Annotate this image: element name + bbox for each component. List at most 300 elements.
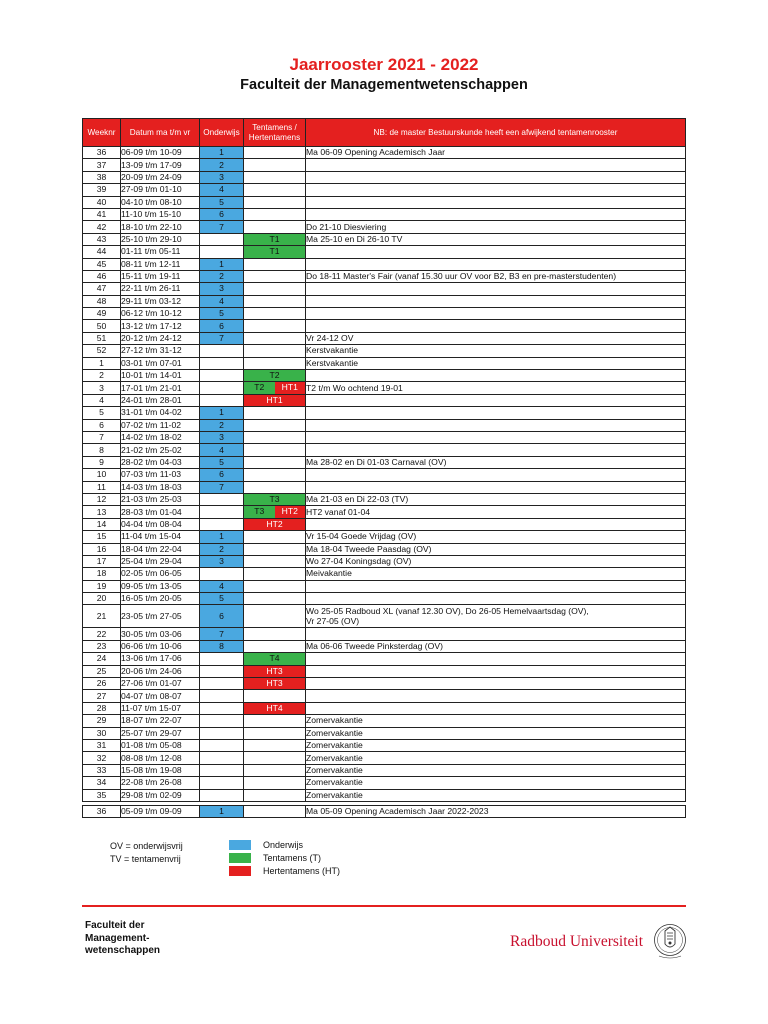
onderwijs-cell: 7 <box>200 481 244 493</box>
table-row <box>83 605 686 628</box>
date-range-cell: 07-03 t/m 11-03 <box>121 469 200 481</box>
date-range-cell: 14-02 t/m 18-02 <box>121 431 200 443</box>
onderwijs-cell: 2 <box>200 159 244 171</box>
onderwijs-cell: 6 <box>200 469 244 481</box>
table-row <box>83 345 686 357</box>
note-text: Vr 24-12 OV <box>306 333 354 344</box>
date-range-cell: 21-02 t/m 25-02 <box>121 444 200 456</box>
week-number-cell: 35 <box>83 789 121 801</box>
onderwijs-cell <box>200 727 244 739</box>
date-range-cell: 08-08 t/m 12-08 <box>121 752 200 764</box>
onderwijs-cell <box>200 715 244 727</box>
exam-block: T3 <box>244 494 305 505</box>
onderwijs-cell: 2 <box>200 543 244 555</box>
date-range-cell: 06-09 t/m 10-09 <box>121 147 200 159</box>
week-number-cell: 40 <box>83 196 121 208</box>
note-cell <box>306 593 686 605</box>
onderwijs-cell: 8 <box>200 640 244 652</box>
note-cell <box>306 555 686 567</box>
note-cell <box>306 308 686 320</box>
header-tentamens-line2: Hertentamens <box>248 132 301 142</box>
exam-block: T3 <box>244 506 275 517</box>
footer-faculty <box>85 920 205 958</box>
note-text: Zomervakantie <box>306 764 363 775</box>
tentamen-cell <box>244 221 306 233</box>
week-number-cell: 9 <box>83 456 121 468</box>
note-cell <box>306 382 686 394</box>
onderwijs-cell: 4 <box>200 184 244 196</box>
tentamen-cell <box>244 233 306 245</box>
date-range-cell: 01-08 t/m 05-08 <box>121 739 200 751</box>
footer-faculty-line: Management- <box>85 932 150 944</box>
date-range-cell: 11-04 t/m 15-04 <box>121 531 200 543</box>
date-range-cell: 28-02 t/m 04-03 <box>121 456 200 468</box>
note-cell <box>306 543 686 555</box>
onderwijs-cell: 5 <box>200 456 244 468</box>
note-cell <box>306 233 686 245</box>
table-row <box>83 518 686 530</box>
week-number-cell: 45 <box>83 258 121 270</box>
table-row <box>83 370 686 382</box>
note-cell <box>306 444 686 456</box>
onderwijs-cell: 3 <box>200 171 244 183</box>
week-number-cell: 22 <box>83 628 121 640</box>
note-cell <box>306 320 686 332</box>
week-number-cell: 5 <box>83 407 121 419</box>
week-number-cell: 49 <box>83 308 121 320</box>
tentamen-cell <box>244 147 306 159</box>
note-cell <box>306 739 686 751</box>
week-number-cell: 1 <box>83 357 121 369</box>
note-text: Ma 21-03 en Di 22-03 (TV) <box>306 494 409 505</box>
table-row <box>83 246 686 258</box>
note-text: Zomervakantie <box>306 777 363 788</box>
week-number-cell: 52 <box>83 345 121 357</box>
note-cell <box>306 665 686 677</box>
date-range-cell: 25-04 t/m 29-04 <box>121 555 200 567</box>
tentamen-cell <box>244 345 306 357</box>
legend-swatch-green <box>229 853 251 863</box>
date-range-cell: 06-06 t/m 10-06 <box>121 640 200 652</box>
date-range-cell: 22-11 t/m 26-11 <box>121 283 200 295</box>
onderwijs-cell: 1 <box>200 147 244 159</box>
tentamen-cell <box>244 159 306 171</box>
date-range-cell: 10-01 t/m 14-01 <box>121 370 200 382</box>
note-text: Do 18-11 Master's Fair (vanaf 15.30 uur OV voor B2, B3 en pre-masterstudenten) <box>306 271 617 282</box>
legend-swatch-red <box>229 866 251 876</box>
note-cell <box>306 171 686 183</box>
tentamen-cell <box>244 702 306 714</box>
tentamen-cell <box>244 270 306 282</box>
tentamen-cell <box>244 456 306 468</box>
date-range-cell: 24-01 t/m 28-01 <box>121 394 200 406</box>
note-cell <box>306 370 686 382</box>
exam-block: T1 <box>244 234 305 245</box>
tentamen-cell <box>244 283 306 295</box>
table-row <box>83 543 686 555</box>
tentamen-cell <box>244 431 306 443</box>
table-row <box>83 147 686 159</box>
date-range-cell: 11-07 t/m 15-07 <box>121 702 200 714</box>
tentamen-cell <box>244 258 306 270</box>
onderwijs-cell: 3 <box>200 555 244 567</box>
note-text: Zomervakantie <box>306 727 363 738</box>
onderwijs-cell <box>200 568 244 580</box>
tentamen-cell <box>244 580 306 592</box>
date-range-cell: 29-08 t/m 02-09 <box>121 789 200 801</box>
tentamen-cell <box>244 444 306 456</box>
onderwijs-cell: 2 <box>200 270 244 282</box>
onderwijs-cell <box>200 739 244 751</box>
date-range-cell: 27-12 t/m 31-12 <box>121 345 200 357</box>
week-number-cell: 28 <box>83 702 121 714</box>
week-number-cell: 32 <box>83 752 121 764</box>
onderwijs-cell <box>200 665 244 677</box>
tentamen-cell <box>244 531 306 543</box>
tentamen-blocks <box>244 703 305 714</box>
note-text: Ma 05-09 Opening Academisch Jaar 2022-2023 <box>306 806 489 817</box>
date-range-cell: 02-05 t/m 06-05 <box>121 568 200 580</box>
onderwijs-cell: 1 <box>200 258 244 270</box>
table-row <box>83 764 686 776</box>
exam-block: T2 <box>244 382 275 393</box>
table-row <box>83 419 686 431</box>
note-cell <box>306 270 686 282</box>
onderwijs-cell: 2 <box>200 419 244 431</box>
week-number-cell: 14 <box>83 518 121 530</box>
table-row <box>83 308 686 320</box>
table-row <box>83 382 686 394</box>
table-row <box>83 690 686 702</box>
tentamen-cell <box>244 246 306 258</box>
table-row <box>83 777 686 789</box>
onderwijs-cell <box>200 752 244 764</box>
onderwijs-cell <box>200 506 244 518</box>
date-range-cell: 14-03 t/m 18-03 <box>121 481 200 493</box>
week-number-cell: 7 <box>83 431 121 443</box>
table-row <box>83 805 686 817</box>
note-text: T2 t/m Wo ochtend 19-01 <box>306 382 403 393</box>
date-range-cell: 13-09 t/m 17-09 <box>121 159 200 171</box>
tentamen-cell <box>244 419 306 431</box>
note-cell <box>306 196 686 208</box>
schedule-body <box>83 147 686 818</box>
note-cell <box>306 506 686 518</box>
note-cell <box>306 258 686 270</box>
tentamen-cell <box>244 805 306 817</box>
tentamen-cell <box>244 506 306 518</box>
week-number-cell: 50 <box>83 320 121 332</box>
onderwijs-cell: 7 <box>200 332 244 344</box>
tentamen-cell <box>244 739 306 751</box>
table-row <box>83 196 686 208</box>
date-range-cell: 29-11 t/m 03-12 <box>121 295 200 307</box>
week-number-cell: 13 <box>83 506 121 518</box>
table-row <box>83 407 686 419</box>
table-row <box>83 320 686 332</box>
week-number-cell: 25 <box>83 665 121 677</box>
tentamen-cell <box>244 543 306 555</box>
note-cell <box>306 431 686 443</box>
table-row <box>83 357 686 369</box>
date-range-cell: 30-05 t/m 03-06 <box>121 628 200 640</box>
header-tentamens <box>244 119 306 147</box>
table-row <box>83 568 686 580</box>
date-range-cell: 28-03 t/m 01-04 <box>121 506 200 518</box>
date-range-cell: 21-03 t/m 25-03 <box>121 493 200 505</box>
table-row <box>83 184 686 196</box>
tentamen-cell <box>244 332 306 344</box>
date-range-cell: 16-05 t/m 20-05 <box>121 593 200 605</box>
week-number-cell: 18 <box>83 568 121 580</box>
onderwijs-cell <box>200 493 244 505</box>
date-range-cell: 15-08 t/m 19-08 <box>121 764 200 776</box>
onderwijs-cell <box>200 246 244 258</box>
table-row <box>83 506 686 518</box>
table-row <box>83 653 686 665</box>
footer-divider <box>82 905 686 907</box>
tentamen-cell <box>244 715 306 727</box>
note-cell <box>306 628 686 640</box>
onderwijs-cell: 6 <box>200 320 244 332</box>
note-text: Zomervakantie <box>306 752 363 763</box>
header-nb: NB: de master Bestuurskunde heeft een afwijkend tentamenrooster <box>306 119 686 147</box>
footer-faculty-line: wetenschappen <box>85 945 161 956</box>
onderwijs-cell <box>200 777 244 789</box>
table-row <box>83 493 686 505</box>
date-range-cell: 25-07 t/m 29-07 <box>121 727 200 739</box>
table-row <box>83 715 686 727</box>
table-row <box>83 789 686 801</box>
legend-item-onderwijs <box>229 838 340 851</box>
table-row <box>83 640 686 652</box>
note-text: Ma 25-10 en Di 26-10 TV <box>306 233 403 244</box>
note-text: Wo 25-05 Radboud XL (vanaf 12.30 OV), Do 26-05 Hemelvaartsdag (OV), <box>306 605 589 616</box>
onderwijs-cell: 1 <box>200 407 244 419</box>
note-cell <box>306 580 686 592</box>
note-text: Ma 06-09 Opening Academisch Jaar <box>306 147 446 158</box>
date-range-cell: 15-11 t/m 19-11 <box>121 270 200 282</box>
tentamen-cell <box>244 518 306 530</box>
legend-item-tentamens <box>229 851 340 864</box>
date-range-cell: 11-10 t/m 15-10 <box>121 208 200 220</box>
onderwijs-cell: 4 <box>200 580 244 592</box>
tentamen-blocks <box>244 370 305 381</box>
date-range-cell: 13-12 t/m 17-12 <box>121 320 200 332</box>
tentamen-blocks <box>244 395 305 406</box>
note-cell <box>306 690 686 702</box>
tentamen-cell <box>244 295 306 307</box>
university-name: Radboud Universiteit <box>510 933 644 950</box>
date-range-cell: 27-06 t/m 01-07 <box>121 678 200 690</box>
onderwijs-cell <box>200 382 244 394</box>
note-cell <box>306 568 686 580</box>
onderwijs-cell: 7 <box>200 221 244 233</box>
legend-note-ov: OV = onderwijsvrij <box>110 841 183 851</box>
resit-block: HT3 <box>244 666 305 677</box>
tentamen-cell <box>244 628 306 640</box>
note-cell <box>306 407 686 419</box>
week-number-cell: 24 <box>83 653 121 665</box>
table-row <box>83 208 686 220</box>
date-range-cell: 17-01 t/m 21-01 <box>121 382 200 394</box>
tentamen-cell <box>244 469 306 481</box>
week-number-cell: 15 <box>83 531 121 543</box>
onderwijs-cell: 5 <box>200 196 244 208</box>
note-cell <box>306 531 686 543</box>
onderwijs-cell <box>200 764 244 776</box>
note-text: Ma 18-04 Tweede Paasdag (OV) <box>306 543 432 554</box>
header-onderwijs: Onderwijs <box>200 119 244 147</box>
note-cell <box>306 805 686 817</box>
onderwijs-cell: 6 <box>200 605 244 628</box>
note-cell <box>306 246 686 258</box>
header-datum: Datum ma t/m vr <box>121 119 200 147</box>
tentamen-cell <box>244 593 306 605</box>
tentamen-cell <box>244 382 306 394</box>
onderwijs-cell <box>200 518 244 530</box>
note-cell <box>306 518 686 530</box>
note-text-continued: Vr 27-05 (OV) <box>306 616 360 627</box>
week-number-cell: 39 <box>83 184 121 196</box>
week-number-cell: 46 <box>83 270 121 282</box>
week-number-cell: 26 <box>83 678 121 690</box>
table-row <box>83 580 686 592</box>
table-row <box>83 444 686 456</box>
university-seal-icon <box>653 922 687 960</box>
table-header-row <box>83 119 686 147</box>
note-cell <box>306 702 686 714</box>
note-cell <box>306 147 686 159</box>
note-text: Vr 15-04 Goede Vrijdag (OV) <box>306 531 417 542</box>
note-cell <box>306 159 686 171</box>
week-number-cell: 43 <box>83 233 121 245</box>
date-range-cell: 07-02 t/m 11-02 <box>121 419 200 431</box>
note-cell <box>306 332 686 344</box>
onderwijs-cell <box>200 345 244 357</box>
tentamen-blocks <box>244 519 305 530</box>
onderwijs-cell <box>200 678 244 690</box>
table-row <box>83 531 686 543</box>
note-cell <box>306 678 686 690</box>
date-range-cell: 18-10 t/m 22-10 <box>121 221 200 233</box>
onderwijs-cell: 3 <box>200 431 244 443</box>
date-range-cell: 13-06 t/m 17-06 <box>121 653 200 665</box>
week-number-cell: 3 <box>83 382 121 394</box>
week-number-cell: 42 <box>83 221 121 233</box>
date-range-cell: 20-06 t/m 24-06 <box>121 665 200 677</box>
header-tentamens-line1: Tentamens / <box>252 123 297 132</box>
tentamen-cell <box>244 357 306 369</box>
note-text: Wo 27-04 Koningsdag (OV) <box>306 556 412 567</box>
footer-faculty-line: Faculteit der <box>85 920 145 931</box>
table-row <box>83 258 686 270</box>
onderwijs-cell <box>200 789 244 801</box>
schedule-table <box>82 118 686 818</box>
tentamen-cell <box>244 789 306 801</box>
tentamen-cell <box>244 320 306 332</box>
table-row <box>83 727 686 739</box>
resit-block: HT2 <box>244 519 305 530</box>
onderwijs-cell: 1 <box>200 805 244 817</box>
note-cell <box>306 345 686 357</box>
tentamen-cell <box>244 640 306 652</box>
header-weeknr: Weeknr <box>83 119 121 147</box>
tentamen-cell <box>244 493 306 505</box>
note-cell <box>306 184 686 196</box>
date-range-cell: 23-05 t/m 27-05 <box>121 605 200 628</box>
table-row <box>83 283 686 295</box>
note-cell <box>306 777 686 789</box>
tentamen-cell <box>244 370 306 382</box>
week-number-cell: 29 <box>83 715 121 727</box>
note-cell <box>306 493 686 505</box>
tentamen-cell <box>244 777 306 789</box>
legend-note-tv: TV = tentamenvrij <box>110 854 181 864</box>
week-number-cell: 2 <box>83 370 121 382</box>
week-number-cell: 27 <box>83 690 121 702</box>
table-row <box>83 431 686 443</box>
note-text: Ma 28-02 en Di 01-03 Carnaval (OV) <box>306 456 447 467</box>
date-range-cell: 18-07 t/m 22-07 <box>121 715 200 727</box>
table-row <box>83 628 686 640</box>
tentamen-blocks <box>244 653 305 664</box>
table-row <box>83 678 686 690</box>
date-range-cell: 31-01 t/m 04-02 <box>121 407 200 419</box>
tentamen-cell <box>244 208 306 220</box>
note-cell <box>306 295 686 307</box>
note-cell <box>306 481 686 493</box>
tentamen-blocks <box>244 678 305 689</box>
table-row <box>83 469 686 481</box>
week-number-cell: 31 <box>83 739 121 751</box>
tentamen-cell <box>244 727 306 739</box>
legend-item-hertentamens <box>229 864 340 877</box>
onderwijs-cell <box>200 690 244 702</box>
table-row <box>83 221 686 233</box>
tentamen-cell <box>244 653 306 665</box>
note-text: Zomervakantie <box>306 715 363 726</box>
tentamen-blocks <box>244 494 305 505</box>
color-legend <box>229 838 340 877</box>
tentamen-cell <box>244 184 306 196</box>
week-number-cell: 21 <box>83 605 121 628</box>
date-range-cell: 01-11 t/m 05-11 <box>121 246 200 258</box>
note-cell <box>306 221 686 233</box>
table-row <box>83 702 686 714</box>
tentamen-blocks <box>244 666 305 677</box>
note-text: Meivakantie <box>306 568 352 579</box>
onderwijs-cell: 4 <box>200 295 244 307</box>
legend-swatch-blue <box>229 840 251 850</box>
tentamen-cell <box>244 196 306 208</box>
tentamen-cell <box>244 605 306 628</box>
page-subtitle: Faculteit der Managementwetenschappen <box>240 77 528 93</box>
onderwijs-cell: 6 <box>200 208 244 220</box>
date-range-cell: 27-09 t/m 01-10 <box>121 184 200 196</box>
note-cell <box>306 394 686 406</box>
date-range-cell: 05-09 t/m 09-09 <box>121 805 200 817</box>
tentamen-blocks <box>244 234 305 245</box>
tentamen-cell <box>244 171 306 183</box>
date-range-cell: 09-05 t/m 13-05 <box>121 580 200 592</box>
onderwijs-cell <box>200 394 244 406</box>
date-range-cell: 25-10 t/m 29-10 <box>121 233 200 245</box>
note-text: HT2 vanaf 01-04 <box>306 506 371 517</box>
week-number-cell: 23 <box>83 640 121 652</box>
note-cell <box>306 208 686 220</box>
week-number-cell: 38 <box>83 171 121 183</box>
